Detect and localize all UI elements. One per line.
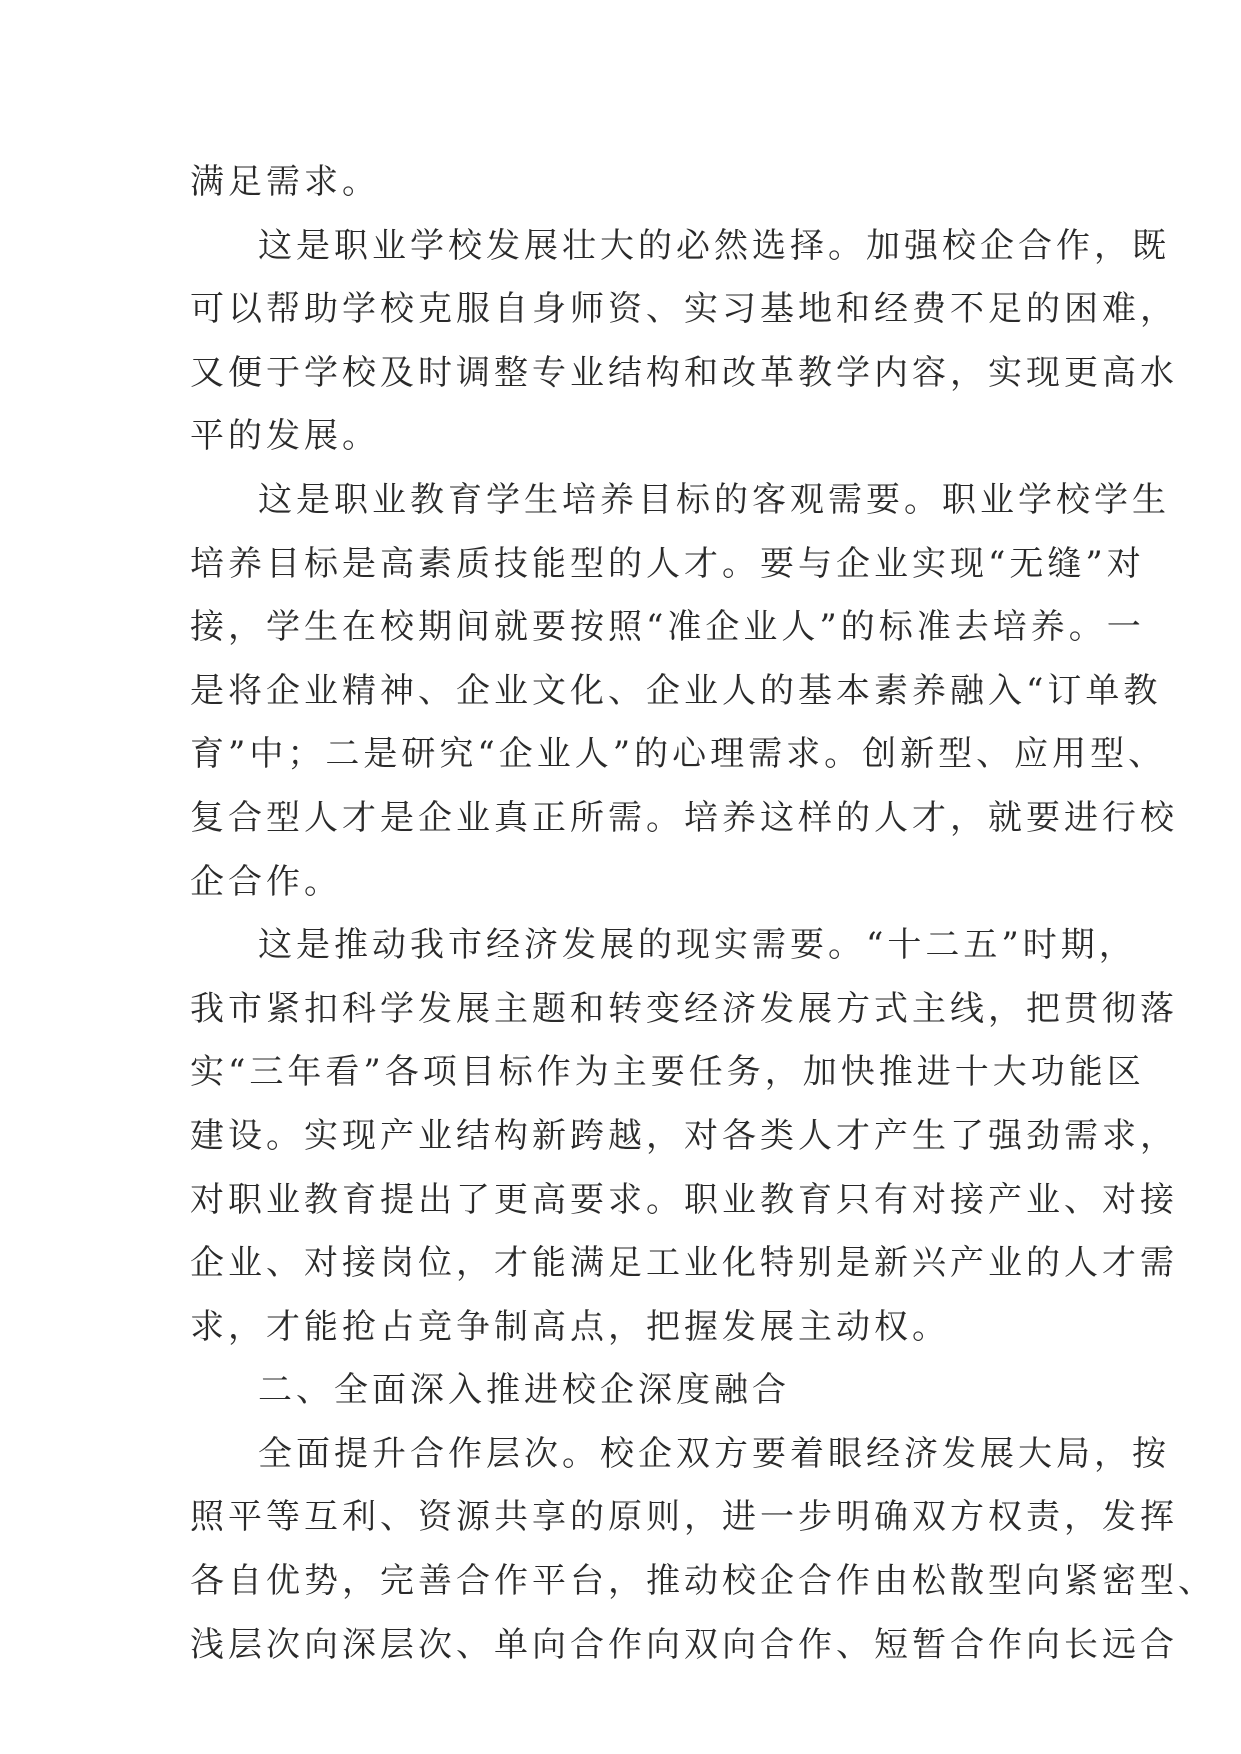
text-line: 对职业教育提出了更高要求。职业教育只有对接产业、对接 (190, 1179, 1178, 1220)
text-line: 满足需求。 (190, 162, 380, 202)
text-line: 企合作。 (190, 861, 342, 902)
section-heading: 二、全面深入推进校企深度融合 (258, 1370, 790, 1411)
text-line: 我市紧扣科学发展主题和转变经济发展方式主线，把贯彻落 (190, 988, 1178, 1029)
text-line: 培养目标是高素质技能型的人才。要与企业实现“无缝”对 (190, 543, 1145, 584)
text-line: 可以帮助学校克服自身师资、实习基地和经费不足的困难， (190, 289, 1178, 330)
text-line: 又便于学校及时调整专业结构和改革教学内容，实现更高水 (190, 352, 1178, 393)
text-line: 实“三年看”各项目标作为主要任务，加快推进十大功能区 (190, 1052, 1145, 1093)
text-line: 浅层次向深层次、单向合作向双向合作、短暂合作向长远合 (190, 1624, 1178, 1665)
text-line: 这是推动我市经济发展的现实需要。“十二五”时期， (258, 925, 1137, 966)
text-line: 各自优势，完善合作平台，推动校企合作由松散型向紧密型、 (190, 1561, 1216, 1602)
text-line: 企业、对接岗位，才能满足工业化特别是新兴产业的人才需 (190, 1243, 1178, 1284)
text-line: 建设。实现产业结构新跨越，对各类人才产生了强劲需求， (190, 1115, 1178, 1156)
text-line: 这是职业教育学生培养目标的客观需要。职业学校学生 (258, 479, 1170, 520)
text-line: 是将企业精神、企业文化、企业人的基本素养融入“订单教 (190, 670, 1162, 711)
text-line: 这是职业学校发展壮大的必然选择。加强校企合作，既 (258, 225, 1170, 266)
text-line: 接，学生在校期间就要按照“准企业人”的标准去培养。一 (190, 607, 1145, 648)
text-line: 照平等互利、资源共享的原则，进一步明确双方权责，发挥 (190, 1497, 1178, 1538)
document-body (190, 151, 1216, 1677)
text-line: 育”中；二是研究“企业人”的心理需求。创新型、应用型、 (190, 734, 1167, 775)
text-line: 平的发展。 (190, 416, 380, 457)
text-line: 全面提升合作层次。校企双方要着眼经济发展大局，按 (258, 1433, 1170, 1474)
text-line: 复合型人才是企业真正所需。培养这样的人才，就要进行校 (190, 797, 1178, 838)
text-line: 求，才能抢占竞争制高点，把握发展主动权。 (190, 1306, 950, 1347)
